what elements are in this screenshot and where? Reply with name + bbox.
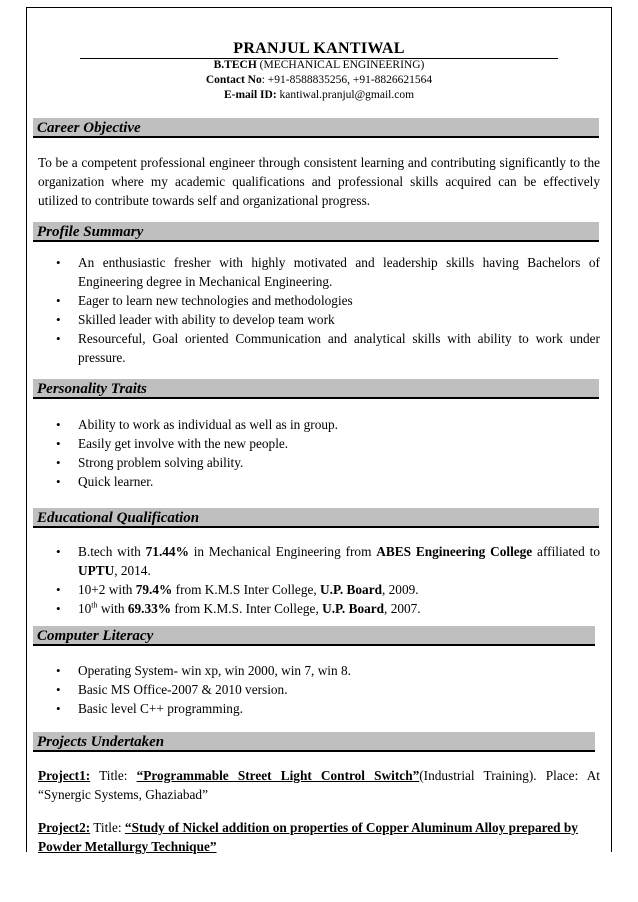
career-objective-text: To be a competent professional engineer through consistent learning and contributing significantly to the organization where my academic qualifications and professional skills acquired can be effectively utilized to contribute towards self and organizational progress. bbox=[38, 155, 600, 208]
section-title: Personality Traits bbox=[37, 381, 147, 397]
section-title: Computer Literacy bbox=[37, 628, 154, 644]
list-item: • Basic MS Office-2007 & 2010 version. bbox=[78, 680, 600, 699]
page-border-left bbox=[26, 7, 27, 852]
list-item: • Operating System- win xp, win 2000, win 7, win 8. bbox=[78, 661, 600, 680]
list-item: • Easily get involve with the new people. bbox=[78, 434, 600, 453]
contact-line: Contact No: +91-8588835256, +91-8826621564 bbox=[205, 74, 433, 86]
project-2: Project2: Title: “Study of Nickel addition on properties of Copper Aluminum Alloy prepared by Powder Metallurgy Technique” bbox=[38, 820, 578, 854]
list-item: • Strong problem solving ability. bbox=[78, 453, 600, 472]
list-item: • Skilled leader with ability to develop team work bbox=[78, 310, 600, 329]
education-btech: • B.tech with 71.44% in Mechanical Engineering from ABES Engineering College affiliated to UPTU, 2014. bbox=[78, 542, 600, 580]
list-item: • Basic level C++ programming. bbox=[78, 699, 600, 718]
profile-summary-list bbox=[38, 253, 600, 367]
section-title: Profile Summary bbox=[37, 224, 144, 240]
section-title: Projects Undertaken bbox=[37, 734, 165, 750]
section-computer-literacy bbox=[33, 626, 595, 646]
section-educational-qualification bbox=[33, 508, 599, 528]
section-projects-undertaken bbox=[33, 732, 595, 752]
name-underline bbox=[80, 58, 558, 59]
education-12th: • 10+2 with 79.4% from K.M.S Inter College, U.P. Board, 2009. bbox=[78, 580, 600, 599]
education-10th: • 10th with 69.33% from K.M.S. Inter College, U.P. Board, 2007. bbox=[78, 599, 600, 618]
list-item: • Quick learner. bbox=[78, 472, 600, 491]
resume-header bbox=[0, 40, 638, 103]
computer-literacy-list bbox=[38, 661, 600, 718]
candidate-name: PRANJUL KANTIWAL bbox=[233, 40, 405, 57]
section-career-objective bbox=[33, 118, 599, 138]
email-line: E-mail ID: kantiwal.pranjul@gmail.com bbox=[223, 89, 415, 101]
personality-traits-list bbox=[38, 415, 600, 491]
list-item: • Resourceful, Goal oriented Communication and analytical skills with ability to work under pressure. bbox=[78, 329, 600, 367]
section-title: Educational Qualification bbox=[37, 510, 200, 526]
education-list bbox=[38, 542, 600, 618]
section-title: Career Objective bbox=[37, 120, 141, 136]
list-item: • Ability to work as individual as well as in group. bbox=[78, 415, 600, 434]
list-item: • Eager to learn new technologies and methodologies bbox=[78, 291, 600, 310]
section-personality-traits bbox=[33, 379, 599, 399]
page-border-right bbox=[611, 7, 612, 852]
list-item: • An enthusiastic fresher with highly motivated and leadership skills having Bachelors of Engineering degree in Mechanical Engineering. bbox=[78, 253, 600, 291]
page-border-top bbox=[26, 7, 612, 8]
project-1: Project1: Title: “Programmable Street Light Control Switch”(Industrial Training). Place: At “Synergic Systems, Ghaziabad” bbox=[38, 768, 600, 802]
degree-line: B.TECH (MECHANICAL ENGINEERING) bbox=[213, 59, 425, 71]
section-profile-summary bbox=[33, 222, 599, 242]
